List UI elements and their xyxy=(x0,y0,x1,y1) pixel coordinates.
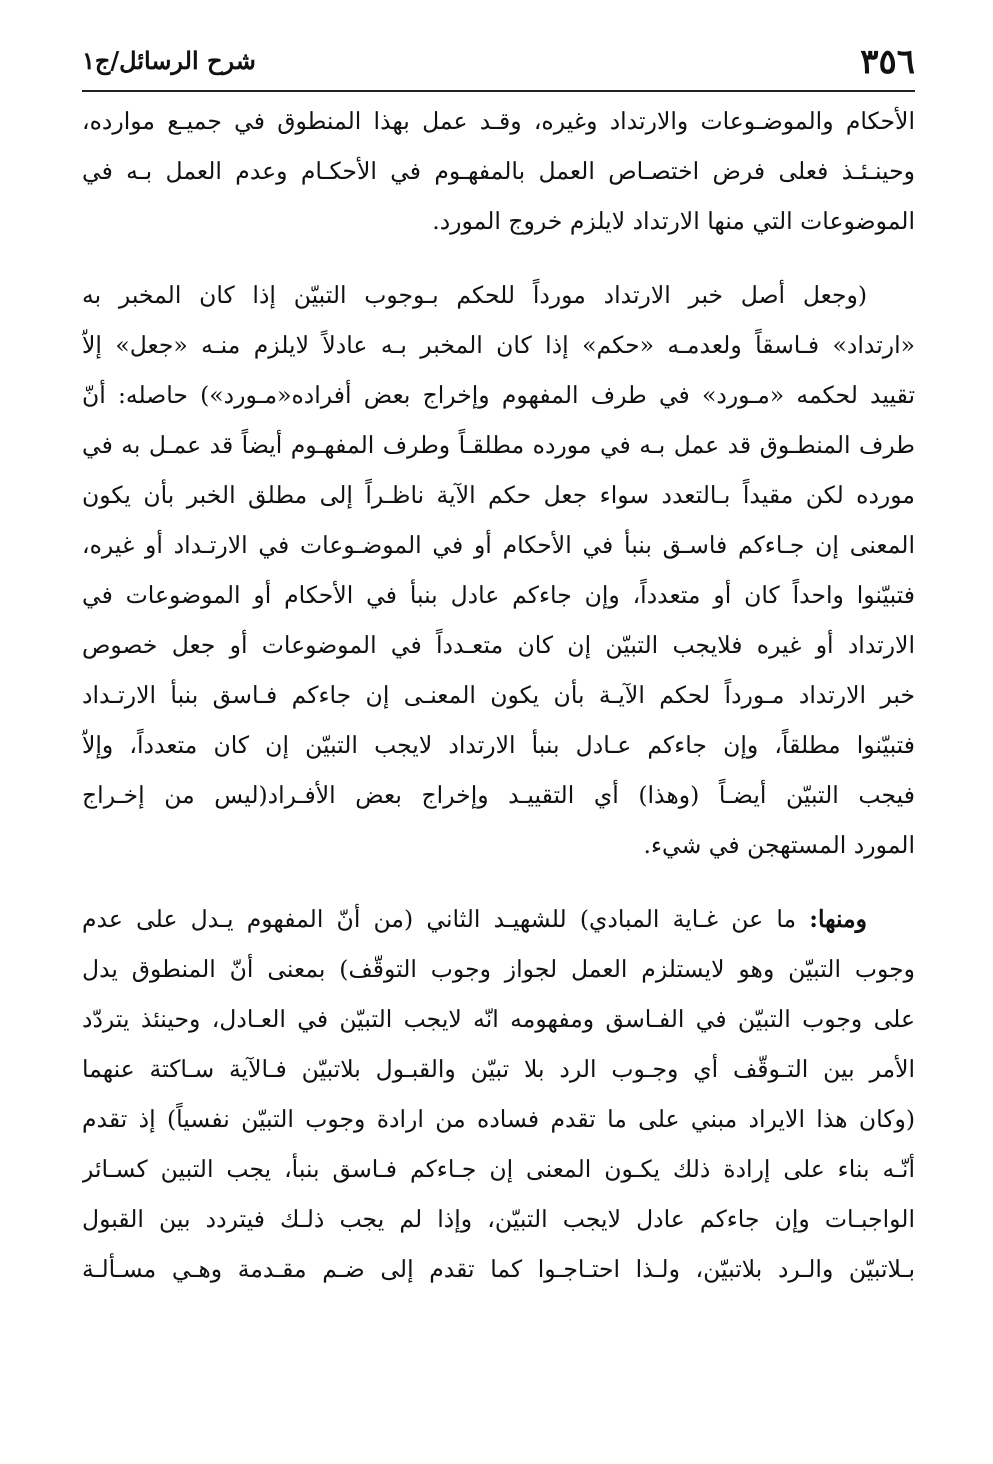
text-line: أنّـه بناء على إرادة ذلك يكـون المعنى إن جـاءكم فـاسق بنبأ، يجب التبين كسـائر xyxy=(82,1155,915,1183)
text-line: الأمر بين التـوقّف أي وجـوب الرد بلا تبيّن والقبـول بلاتبيّن فـالآية سـاكتة عنهما xyxy=(82,1055,915,1083)
text-line: (وكان هذا الايراد مبني على ما تقدم فساده من ارادة وجوب التبيّن نفسياً) إذ تقدم xyxy=(82,1105,915,1133)
text-line: وحينـئـذ فعلى فرض اختصـاص العمل بالمفهـوم في الأحكـام وعدم العمل بـه في xyxy=(82,157,915,185)
text-line: فيجب التبيّن أيضـاً (وهذا) أي التقييـد وإخراج بعض الأفـراد(ليس من إخـراج xyxy=(82,781,915,809)
text-line: على وجوب التبيّن في الفـاسق ومفهومه انّه لايجب التبيّن في العـادل، وحينئذ يتردّد xyxy=(82,1005,915,1033)
text-line: فتبيّنوا واحداً كان أو متعدداً، وإن جاءكم عادل بنبأ في الأحكام أو الموضوعات في xyxy=(82,581,915,609)
text-line: بـلاتبيّن والـرد بلاتبيّن، ولـذا احتـاجـوا كما تقدم إلى ضـم مقـدمة وهـي مسـألـة xyxy=(82,1255,915,1283)
text-line: مورده لكن مقيداً بـالتعدد سواء جعل حكم الآية ناظـراً إلى مطلق الخبر بأن يكون xyxy=(82,481,915,509)
text-line: «ارتداد» فـاسقاً ولعدمـه «حكم» إذا كان المخبر بـه عادلاً لايلزم منـه «جعل» إلاّ xyxy=(82,331,915,359)
body-text xyxy=(82,96,915,1294)
text-line: تقييد لحكمه «مـورد» في طرف المفهوم وإخراج بعض أفراده«مـورد») حاصله: أنّ xyxy=(82,381,915,409)
text-line xyxy=(82,894,915,944)
text-line-content: ما عن غـاية المبادي) للشهيـد الثاني (من أنّ المفهوم يـدل على عدم xyxy=(82,905,810,933)
page-header xyxy=(82,38,915,92)
text-line: طرف المنطـوق قد عمل بـه في مورده مطلقـاً وطرف المفهـوم أيضاً قد عمـل به في xyxy=(82,431,915,459)
text-line: الارتداد أو غيره فلايجب التبيّن إن كان متعـدداً في الموضوعات أو جعل خصوص xyxy=(82,631,915,659)
text-line: الأحكام والموضـوعات والارتداد وغيره، وقـد عمل بهذا المنطوق في جميـع موارده، xyxy=(82,107,915,135)
text-line: الموضوعات التي منها الارتداد لايلزم خروج المورد. xyxy=(432,207,915,235)
text-line: المعنى إن جـاءكم فاسـق بنبأ في الأحكام أو في الموضـوعات في الارتـداد أو غيره، xyxy=(82,531,915,559)
section-lead: ومنها: xyxy=(809,905,867,933)
running-title: شرح الرسائل/ج١ xyxy=(82,46,256,75)
text-line: (وجعل أصل خبر الارتداد مورداً للحكم بـوجوب التبيّن إذا كان المخبر به xyxy=(82,281,867,309)
text-line: خبر الارتداد مـورداً لحكم الآيـة بأن يكون المعنـى إن جاءكم فـاسق بنبأ الارتـداد xyxy=(82,681,915,709)
text-line: فتبيّنوا مطلقاً، وإن جاءكم عـادل بنبأ الارتداد لايجب التبيّن إن كان متعدداً، وإلاّ xyxy=(82,731,915,759)
text-line: وجوب التبيّن وهو لايستلزم العمل لجواز وجوب التوقّف) بمعنى أنّ المنطوق يدل xyxy=(82,955,915,983)
text-line: المورد المستهجن في شيء. xyxy=(643,831,915,859)
page-number: ٣٥٦ xyxy=(860,42,915,82)
text-line: الواجبـات وإن جاءكم عادل لايجب التبيّن، وإذا لم يجب ذلـك فيتردد بين القبول xyxy=(82,1205,915,1233)
